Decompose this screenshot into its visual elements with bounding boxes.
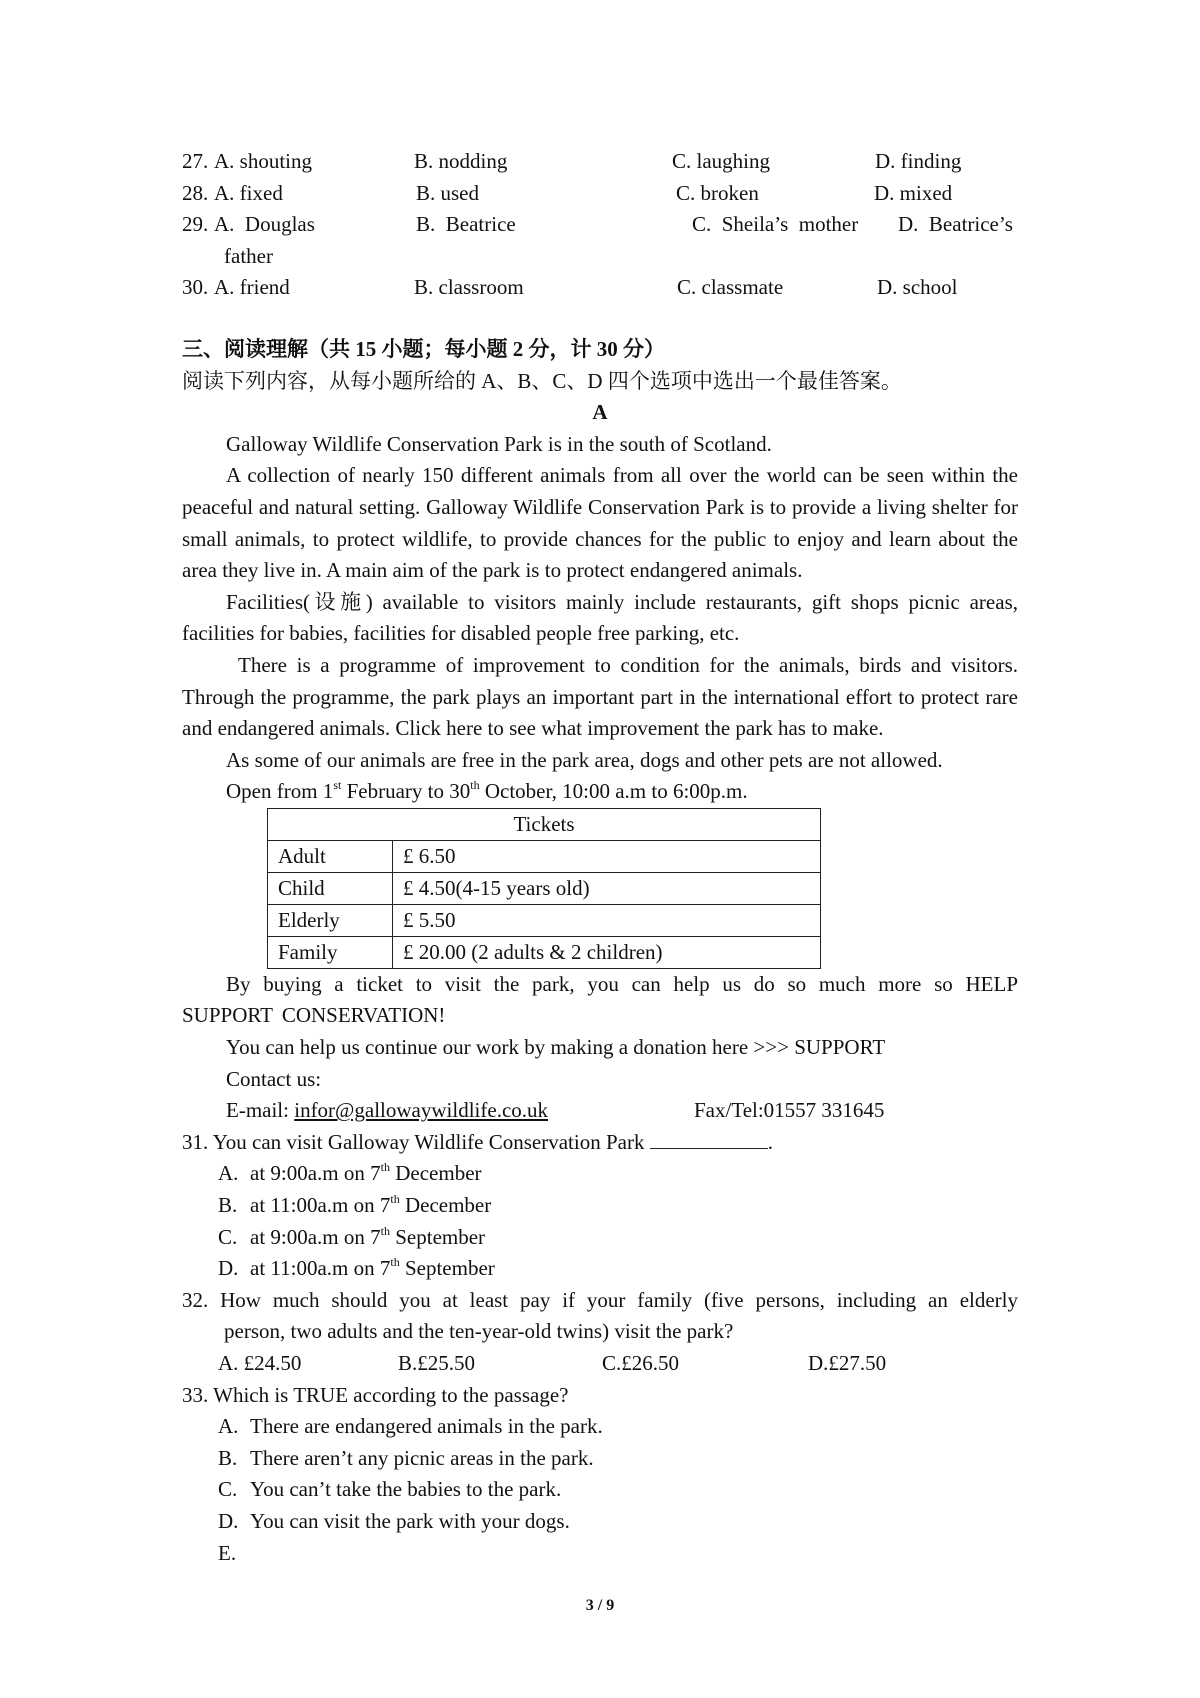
question-stem: 31. You can visit Galloway Wildlife Conservation Park [182, 1129, 645, 1154]
passage-paragraph-3: Facilities(设施) available to visitors mainly include restaurants, gift shops picnic areas, facilities for babies, facilities for disabled people free parking, etc. [182, 589, 1018, 646]
choice-label: B. [218, 1193, 238, 1218]
choice-text: at 11:00a.m on 7 [250, 1256, 391, 1281]
email-link[interactable]: infor@gallowaywildlife.co.uk [294, 1098, 549, 1123]
table-row [268, 872, 821, 904]
choice-label: B. [218, 1445, 238, 1470]
ordinal-suffix: th [380, 1160, 390, 1175]
choice-label: A. [218, 1161, 239, 1186]
section-title: 三、阅读理解（共 15 小题；每小题 2 分，计 30 分） [182, 336, 665, 361]
choice-e [182, 1538, 1018, 1570]
option-b: B. Beatrice [416, 212, 516, 237]
choice-text: September [399, 1256, 495, 1281]
choice-a: A. £24.50 [218, 1351, 302, 1375]
option-a: A. fixed [214, 180, 283, 205]
option-a: A. friend [214, 275, 290, 300]
question-32-choices [182, 1348, 1018, 1380]
passage-label: A [592, 400, 608, 425]
ticket-type: Child [268, 872, 393, 904]
table-row [268, 936, 821, 968]
option-a: A. Douglas [214, 212, 315, 237]
choice-d: D.£27.50 [808, 1351, 887, 1375]
choice-text: You can visit the park with your dogs. [250, 1508, 570, 1533]
choice-b: B.£25.50 [398, 1351, 476, 1375]
choice-text: There aren’t any picnic areas in the park. [250, 1445, 594, 1470]
ticket-price: £ 4.50(4-15 years old) [393, 872, 821, 904]
passage-paragraph-5: As some of our animals are free in the park area, dogs and other pets are not allowed. [226, 747, 943, 772]
choice-text: at 9:00a.m on 7 [250, 1224, 381, 1249]
ticket-price-table [267, 808, 821, 969]
opening-text: Open from 1 [226, 779, 334, 804]
ordinal-suffix: st [333, 778, 342, 793]
option-continuation: father [224, 243, 273, 268]
cloze-option-row-30 [182, 272, 1018, 304]
question-end: . [767, 1129, 773, 1154]
passage-paragraph-4: There is a programme of improvement to condition for the animals, birds and visitors. Through the programme, the park plays an important part in the international effort to protect rare and endangered animals. Click here to see what improvement the park has to make. [182, 652, 1018, 741]
ordinal-suffix: th [470, 778, 480, 793]
ticket-price: £ 20.00 (2 adults & 2 children) [393, 936, 821, 968]
choice-text: There are endangered animals in the park. [250, 1414, 603, 1439]
ticket-type: Adult [268, 840, 393, 872]
choice-label: D. [218, 1256, 239, 1281]
passage-paragraph-6: By buying a ticket to visit the park, you can help us do so much more so HELP SUPPORT CONSERVATION! [182, 971, 1018, 1028]
ordinal-suffix: th [390, 1255, 400, 1270]
choice-c: C.£26.50 [602, 1351, 680, 1375]
ordinal-suffix: th [390, 1192, 400, 1207]
exam-page [182, 146, 1018, 1569]
table-header: Tickets [268, 808, 821, 840]
cloze-option-row-27 [182, 146, 1018, 178]
ticket-type: Elderly [268, 904, 393, 936]
question-number: 29. [182, 212, 209, 237]
choice-b [182, 1190, 1018, 1222]
option-d: D. school [877, 275, 958, 300]
question-32-stem: 32. How much should you at least pay if your family (five persons, including an elderly [182, 1287, 1018, 1312]
table-header-row [268, 808, 821, 840]
email-label: E-mail: [226, 1098, 295, 1123]
passage-paragraph-1: Galloway Wildlife Conservation Park is in the south of Scotland. [226, 431, 772, 456]
ticket-price: £ 6.50 [393, 840, 821, 872]
option-b: B. nodding [414, 149, 508, 173]
option-c: C. classmate [677, 275, 784, 300]
choice-c [182, 1222, 1018, 1254]
question-32-stem-continuation: person, two adults and the ten-year-old twins) visit the park? [224, 1319, 734, 1344]
ticket-type: Family [268, 936, 393, 968]
choice-text: You can’t take the babies to the park. [250, 1477, 562, 1502]
option-c: C. laughing [672, 149, 770, 173]
question-number: 27. [182, 149, 209, 173]
fax-tel: Fax/Tel:01557 331645 [694, 1098, 885, 1123]
choice-text: September [390, 1224, 486, 1249]
option-b: B. used [416, 180, 479, 205]
question-number: 30. [182, 275, 209, 300]
contact-label: Contact us: [226, 1066, 322, 1091]
ticket-price: £ 5.50 [393, 904, 821, 936]
option-d: D. finding [875, 149, 962, 173]
choice-text: at 9:00a.m on 7 [250, 1161, 381, 1186]
question-33-stem: 33. Which is TRUE according to the passage? [182, 1382, 569, 1407]
cloze-option-row-29 [182, 209, 1018, 241]
section-instruction: 阅读下列内容，从每小题所给的 A、B、C、D 四个选项中选出一个最佳答案。 [182, 368, 902, 393]
option-d: D. mixed [874, 180, 953, 205]
question-31 [182, 1127, 1018, 1159]
option-d: D. Beatrice’s [898, 212, 1013, 237]
opening-hours [182, 776, 1018, 808]
question-number: 28. [182, 180, 209, 205]
choice-a [182, 1411, 1018, 1443]
option-c: C. Sheila’s mother [692, 212, 859, 237]
choice-a [182, 1158, 1018, 1190]
choice-d [182, 1253, 1018, 1285]
choice-text: December [399, 1193, 492, 1218]
answer-blank [650, 1128, 768, 1149]
choice-c [182, 1474, 1018, 1506]
choice-text: December [390, 1161, 482, 1186]
option-b: B. classroom [414, 275, 524, 300]
cloze-option-row-28 [182, 178, 1018, 210]
opening-text: October, 10:00 a.m to 6:00p.m. [479, 779, 748, 804]
option-a: A. shouting [214, 149, 313, 173]
contact-line [182, 1095, 1018, 1127]
option-c: C. broken [676, 180, 759, 205]
choice-label: C. [218, 1477, 238, 1502]
choice-b [182, 1443, 1018, 1475]
table-row [268, 840, 821, 872]
choice-label: A. [218, 1414, 239, 1439]
choice-d [182, 1506, 1018, 1538]
choice-label: D. [218, 1508, 239, 1533]
choice-text: at 11:00a.m on 7 [250, 1193, 391, 1218]
choice-label: E. [218, 1540, 237, 1565]
page-number: 3 / 9 [585, 1597, 615, 1614]
passage-paragraph-2: A collection of nearly 150 different animals from all over the world can be seen within the peaceful and natural setting. Galloway Wildlife Conservation Park is to provide a living shelter for small animals, to protect wildlife, to provide chances for the public to enjoy and learn about the area they live in. A main aim of the park is to protect endangered animals. [182, 463, 1018, 583]
choice-label: C. [218, 1224, 238, 1249]
opening-text: February to 30 [341, 779, 471, 804]
donation-line: You can help us continue our work by making a donation here >>> SUPPORT [226, 1035, 886, 1060]
ordinal-suffix: th [380, 1223, 390, 1238]
table-row [268, 904, 821, 936]
